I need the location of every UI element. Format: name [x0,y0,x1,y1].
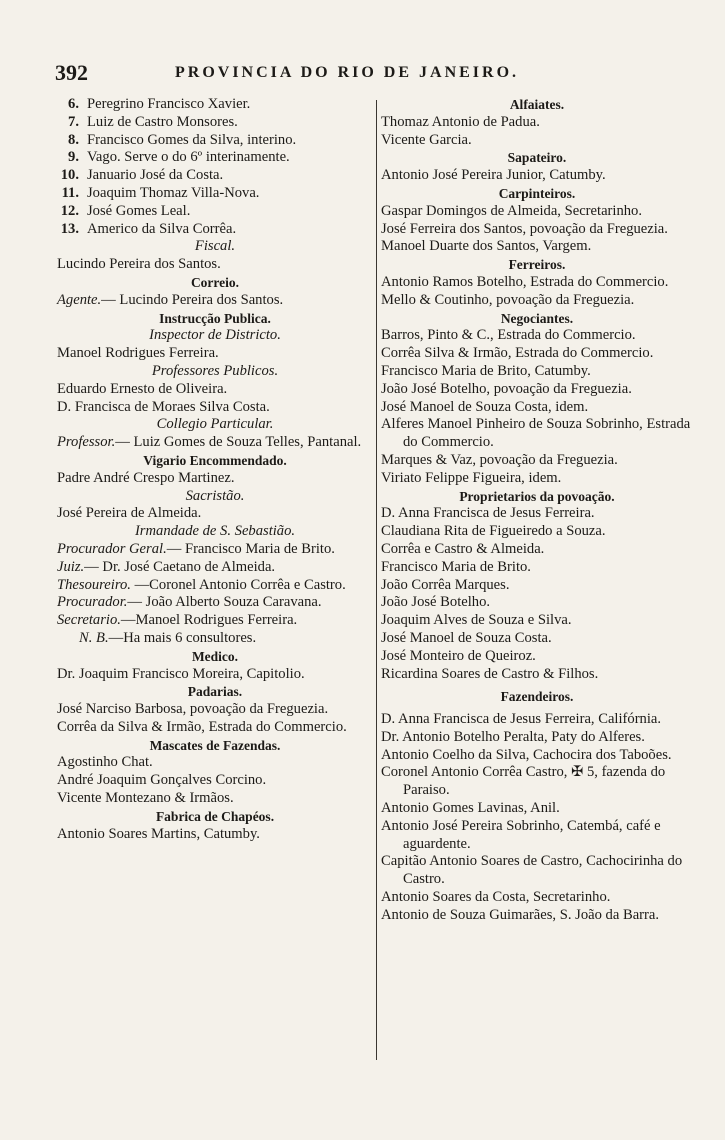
ferreiro-entry: Mello & Coutinho, povoação da Freguezia. [381,291,635,308]
irmandade-entry: Juiz.— Dr. José Caetano de Almeida. [57,558,276,575]
inspector-entry: Manoel Rodrigues Ferreira. [57,345,219,362]
irmandade-entry: Thesoureiro. —Coronel Antonio Corrêa e Castro. [57,576,346,593]
section-heading-fabrica: Fabrica de Chapéos. [155,808,275,824]
padaria-entry: José Narciso Barbosa, povoação da Freguezia. [57,701,329,718]
negociante-entry: João José Botelho, povoação da Freguezia. [381,380,632,397]
negociante-entry: Alferes Manoel Pinheiro de Souza Sobrinho, Estrada do Commercio. [381,416,691,451]
fazendeiro-entry: Antonio Gomes Lavinas, Anil. [381,800,560,817]
padaria-entry: Corrêa da Silva & Irmão, Estrada do Commercio. [57,718,347,735]
section-heading-fazendeiros: Fazendeiros. [500,689,574,705]
section-heading-proprietarios: Proprietarios da povoação. [459,488,615,504]
section-heading-ferreiros: Ferreiros. [508,257,566,273]
alfaiate-entry: Thomaz Antonio de Padua. [381,113,540,130]
member-entry: 10. Januario José da Costa. [60,167,224,184]
section-heading-inspector: Inspector de Districto. [149,327,281,344]
collegio-professor-entry: Professor.— Luiz Gomes de Souza Telles, Pantanal. [57,434,362,451]
proprietario-entry: Joaquim Alves de Souza e Silva. [381,612,572,629]
section-heading-carpinteiros: Carpinteiros. [498,185,576,201]
proprietario-entry: Claudiana Rita de Figueiredo a Souza. [381,523,606,540]
sacristao-entry: José Pereira de Almeida. [57,505,202,522]
section-heading-professores: Professores Publicos. [151,362,279,379]
agente-entry: Agente.— Lucindo Pereira dos Santos. [57,291,284,308]
fazendeiro-entry: D. Anna Francisca de Jesus Ferreira, Califórnia. [381,711,662,728]
negociante-entry: Francisco Maria de Brito, Catumby. [381,362,591,379]
fazendeiro-entry: Antonio Soares da Costa, Secretarinho. [381,889,611,906]
irmandade-entry: Procurador.— João Alberto Souza Caravana. [57,594,322,611]
proprietario-entry: Francisco Maria de Brito. [381,558,531,575]
irmandade-entry: Procurador Geral.— Francisco Maria de Brito. [57,540,335,557]
carpinteiro-entry: José Ferreira dos Santos, povoação da Freguezia. [381,220,668,237]
negociante-entry: José Manoel de Souza Costa, idem. [381,398,589,415]
vigario-entry: Padre André Crespo Martinez. [57,469,235,486]
negociante-entry: Marques & Vaz, povoação da Freguezia. [381,451,618,468]
member-entry: 11. Joaquim Thomaz Villa-Nova. [61,184,260,201]
proprietario-entry: Ricardina Soares de Castro & Filhos. [381,665,599,682]
nota-bene: N. B.—Ha mais 6 consultores. [79,629,257,646]
fazendeiro-entry: Antonio de Souza Guimarães, S. João da Barra. [381,906,660,923]
section-heading-collegio: Collegio Particular. [156,416,274,433]
medico-entry: Dr. Joaquim Francisco Moreira, Capitolio. [57,665,305,682]
proprietario-entry: João Corrêa Marques. [381,576,510,593]
section-heading-vigario: Vigario Encommendado. [143,452,287,468]
sapateiro-entry: Antonio José Pereira Junior, Catumby. [381,167,606,184]
mascate-entry: André Joaquim Gonçalves Corcino. [57,772,267,789]
proprietario-entry: Corrêa e Castro & Almeida. [381,540,545,557]
carpinteiro-entry: Gaspar Domingos de Almeida, Secretarinho. [381,202,642,219]
fazendeiro-entry: Coronel Antonio Corrêa Castro, ✠ 5, fazenda do Paraiso. [381,764,666,799]
negociante-entry: Barros, Pinto & C., Estrada do Commercio. [381,327,636,344]
proprietario-entry: D. Anna Francisca de Jesus Ferreira. [381,505,595,522]
section-heading-irmandade: Irmandade de S. Sebastião. [134,523,296,540]
proprietario-entry: João José Botelho. [381,594,491,611]
proprietario-entry: José Monteiro de Queiroz. [381,647,536,664]
section-heading-mascates: Mascates de Fazendas. [149,737,281,753]
column-divider [376,100,377,1060]
alfaiate-entry: Vicente Garcia. [381,131,472,148]
professor-entry: D. Francisca de Moraes Silva Costa. [57,398,270,415]
carpinteiro-entry: Manoel Duarte dos Santos, Vargem. [381,238,592,255]
negociante-entry: Corrêa Silva & Irmão, Estrada do Commercio. [381,345,654,362]
running-head: PROVINCIA DO RIO DE JANEIRO. [175,64,520,81]
ferreiro-entry: Antonio Ramos Botelho, Estrada do Commercio. [381,273,669,290]
fiscal-entry: Lucindo Pereira dos Santos. [57,256,221,273]
mascate-entry: Vicente Montezano & Irmãos. [57,790,234,807]
fazendeiro-entry: Dr. Antonio Botelho Peralta, Paty do Alferes. [381,728,645,745]
left-column [57,96,373,843]
fabrica-entry: Antonio Soares Martins, Catumby. [57,825,260,842]
member-entry: 6. Peregrino Francisco Xavier. [68,96,251,112]
proprietario-entry: José Manoel de Souza Costa. [381,629,552,646]
member-entry: 9. Vago. Serve o do 6º interinamente. [68,149,290,166]
fazendeiro-entry: Capitão Antonio Soares de Castro, Cachocirinha do Castro. [381,853,683,888]
professor-entry: Eduardo Ernesto de Oliveira. [57,380,228,397]
fazendeiro-entry: Antonio Coelho da Silva, Cachocira dos Taboões. [381,746,672,763]
section-heading-alfaiates: Alfaiates. [509,97,565,112]
member-entry: 7. Luiz de Castro Monsores. [68,113,238,130]
member-entry: 12. José Gomes Leal. [60,202,191,219]
section-heading-sacristao: Sacristão. [185,487,245,504]
right-column [381,96,693,925]
section-heading-medico: Medico. [191,648,239,664]
section-heading-correio: Correio. [190,274,240,290]
section-heading-negociantes: Negociantes. [500,310,574,326]
member-entry: 8. Francisco Gomes da Silva, interino. [68,131,297,148]
member-entry: 13. Americo da Silva Corrêa. [60,220,237,237]
section-heading-sapateiro: Sapateiro. [507,150,567,166]
irmandade-entry: Secretario.—Manoel Rodrigues Ferreira. [57,612,298,629]
mascate-entry: Agostinho Chat. [57,754,153,771]
page-header [55,60,580,86]
section-heading-padarias: Padarias. [187,684,243,700]
fazendeiro-entry: Antonio José Pereira Sobrinho, Catembá, café e aguardente. [381,817,661,852]
section-heading-instruccao: Instrucção Publica. [159,310,271,326]
negociante-entry: Viriato Felippe Figueira, idem. [381,469,562,486]
page-number: 392 [55,60,88,85]
section-heading-fiscal: Fiscal. [194,238,236,255]
